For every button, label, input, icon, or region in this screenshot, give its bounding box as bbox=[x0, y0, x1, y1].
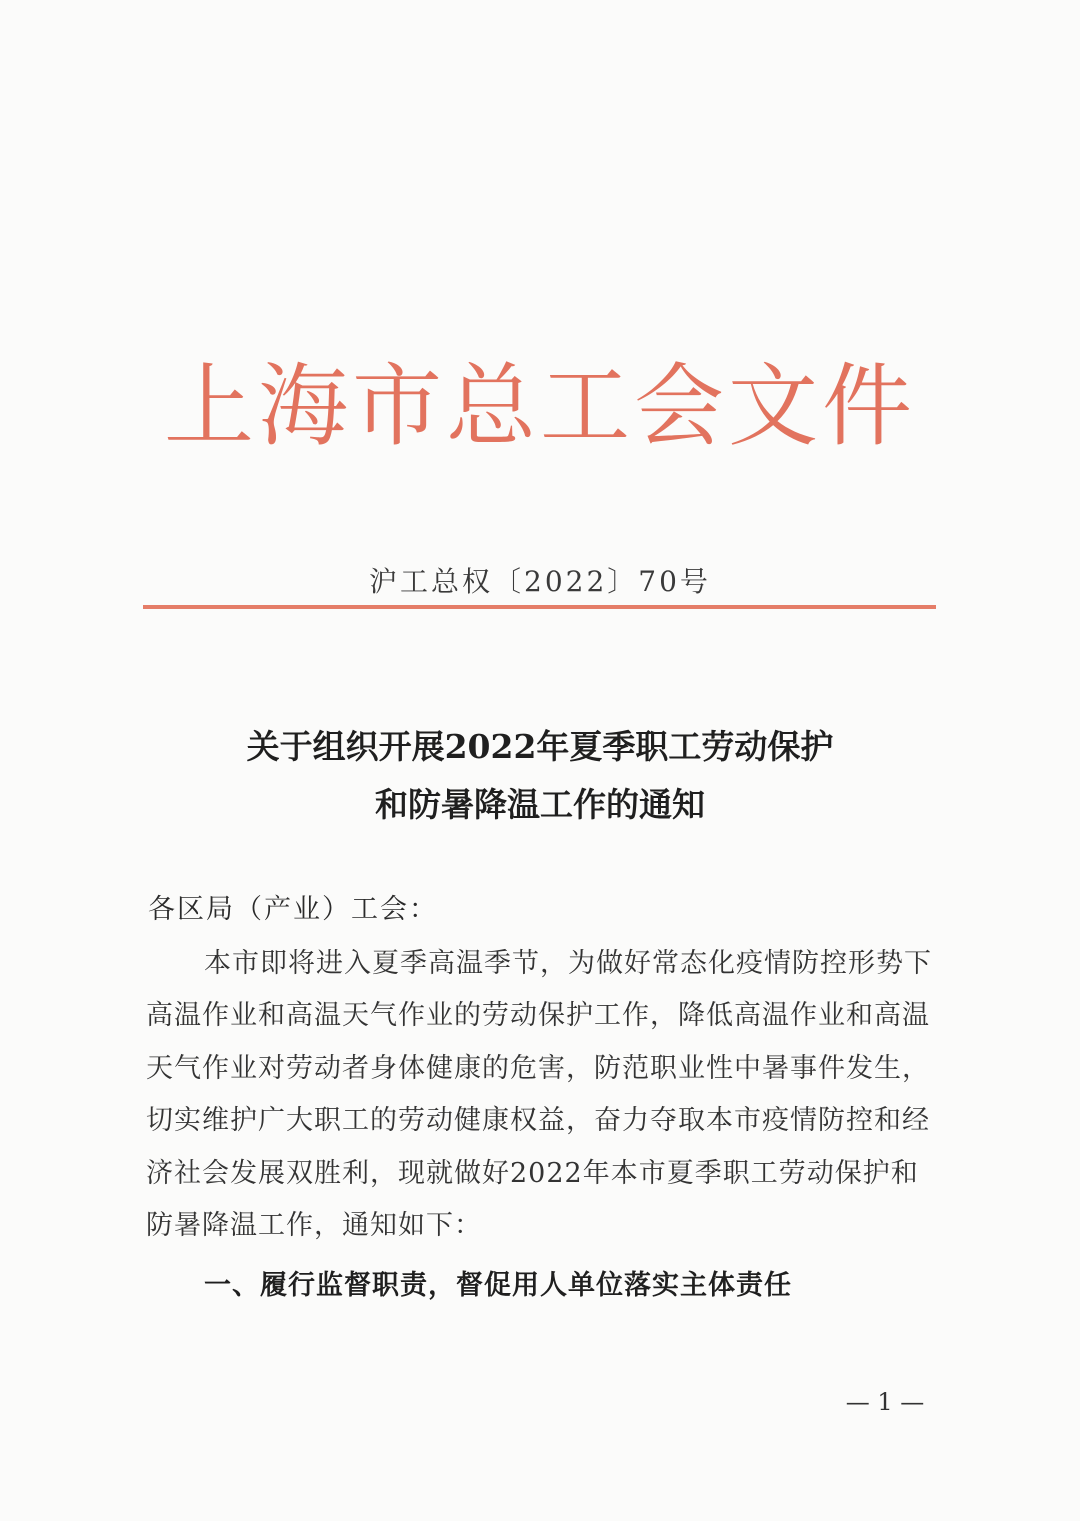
body-line: 防暑降温工作，通知如下： bbox=[146, 1209, 482, 1241]
body-line: 本市即将进入夏季高温季节，为做好常态化疫情防控形势下 bbox=[204, 948, 932, 979]
body-line: 高温作业和高温天气作业的劳动保护工作，降低高温作业和高温 bbox=[146, 1000, 930, 1032]
section-heading: 一、履行监督职责，督促用人单位落实主体责任 bbox=[204, 1270, 792, 1301]
notice-title bbox=[120, 718, 960, 834]
page-number: — 1 — bbox=[845, 1388, 925, 1416]
body-paragraph bbox=[146, 938, 946, 1252]
red-divider-line bbox=[143, 605, 936, 609]
body-line: 天气作业对劳动者身体健康的危害，防范职业性中暑事件发生， bbox=[146, 1052, 930, 1084]
salutation: 各区局（产业）工会： bbox=[148, 894, 438, 925]
body-line: 切实维护广大职工的劳动健康权益，奋力夺取本市疫情防控和经 bbox=[146, 1105, 930, 1137]
document-number: 沪工总权〔2022〕70号 bbox=[369, 565, 711, 598]
body-line: 济社会发展双胜利，现就做好2022年本市夏季职工劳动保护和 bbox=[146, 1157, 919, 1189]
notice-title-line-1: 关于组织开展2022年夏季职工劳动保护 bbox=[246, 727, 834, 766]
issuer-header: 上海市总工会文件 bbox=[164, 354, 916, 459]
notice-title-line-2: 和防暑降温工作的通知 bbox=[375, 785, 705, 824]
